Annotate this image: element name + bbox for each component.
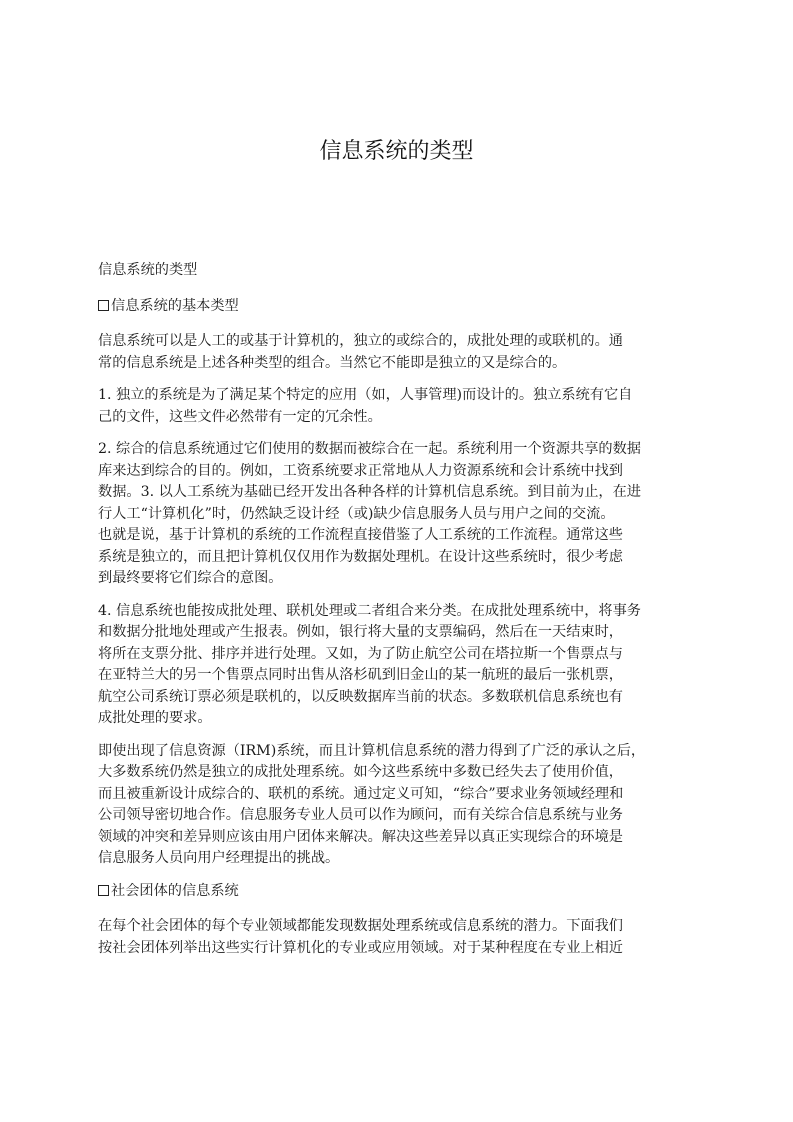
- checkbox-square-icon: [98, 300, 109, 311]
- paragraph: 4. 信息系统也能按成批处理、联机处理或二者组合来分类。在成批处理系统中，将事务 和数据分批地处理或产生报表。例如，银行将大量的支票编码，然后在一天结束时， 将所在支票分批、排序并进行处理。又如，为了防止航空公司在塔拉斯一个售票点与 在亚特兰大的另一个售票点同时出售从洛杉矶到旧金山的某一航班的最后一张机票， 航空公司系统订票必须是联机的，以反映数据库当前的状态。多数联机信息系统也有 成批处理的要求。: [98, 602, 641, 726]
- section-heading-community-systems: [98, 881, 708, 903]
- section-heading-basic-types: [98, 296, 708, 318]
- paragraph: 1. 独立的系统是为了满足某个特定的应用（如，人事管理)而设计的。独立系统有它自 己的文件，这些文件必然带有一定的冗余性。: [98, 387, 633, 425]
- paragraph: 即使出现了信息资源（IRM)系统，而且计算机信息系统的潜力得到了广泛的承认之后， 大多数系统仍然是独立的成批处理系统。如今这些系统中多数已经失去了使用价值， 而且被重新设计成综合的、联机的系统。通过定义可知，“综合”要求业务领域经理和 公司领导密切地合作。信息服务专业人员可以作为顾问，而有关综合信息系统与业务 领域的冲突和差异则应该由用户团体来解决。解决这些差异以真正实现综合的环境是 信息服务人员向用户经理提出的挑战。: [98, 742, 646, 866]
- paragraph: 在每个社会团体的每个专业领域都能发现数据处理系统或信息系统的潜力。下面我们 按社会团体列举出这些实行计算机化的专业或应用领域。对于某种程度在专业上相近: [98, 918, 623, 956]
- checkbox-square-icon: [98, 885, 109, 896]
- document-body: [98, 260, 708, 970]
- section-heading-text: 社会团体的信息系统: [111, 882, 239, 899]
- page-title: 信息系统的类型: [319, 139, 474, 164]
- paragraph: 2. 综合的信息系统通过它们使用的数据而被综合在一起。系统利用一个资源共享的数据 库来达到综合的目的。例如，工资系统要求正常地从人力资源系统和会计系统中找到 数据。3. 以人工系统为基础已经开发出各种各样的计算机信息系统。到目前为止，在进 行人工“计算机化”时，仍然缺乏设计经（或)缺少信息服务人员与用户之间的交流。 也就是说，基于计算机的系统的工作流程直接借鉴了人工系统的工作流程。通常这些 系统是独立的，而且把计算机仅仅用作为数据处理机。在设计这些系统时，很少考虑 到最终要将它们综合的意图。: [98, 441, 641, 586]
- subtitle: 信息系统的类型: [98, 262, 198, 278]
- paragraph: 信息系统可以是人工的或基于计算机的，独立的或综合的，成批处理的或联机的。通 常的信息系统是上述各种类型的组合。当然它不能即是独立的又是综合的。: [98, 333, 623, 371]
- section-heading-text: 信息系统的基本类型: [111, 297, 239, 314]
